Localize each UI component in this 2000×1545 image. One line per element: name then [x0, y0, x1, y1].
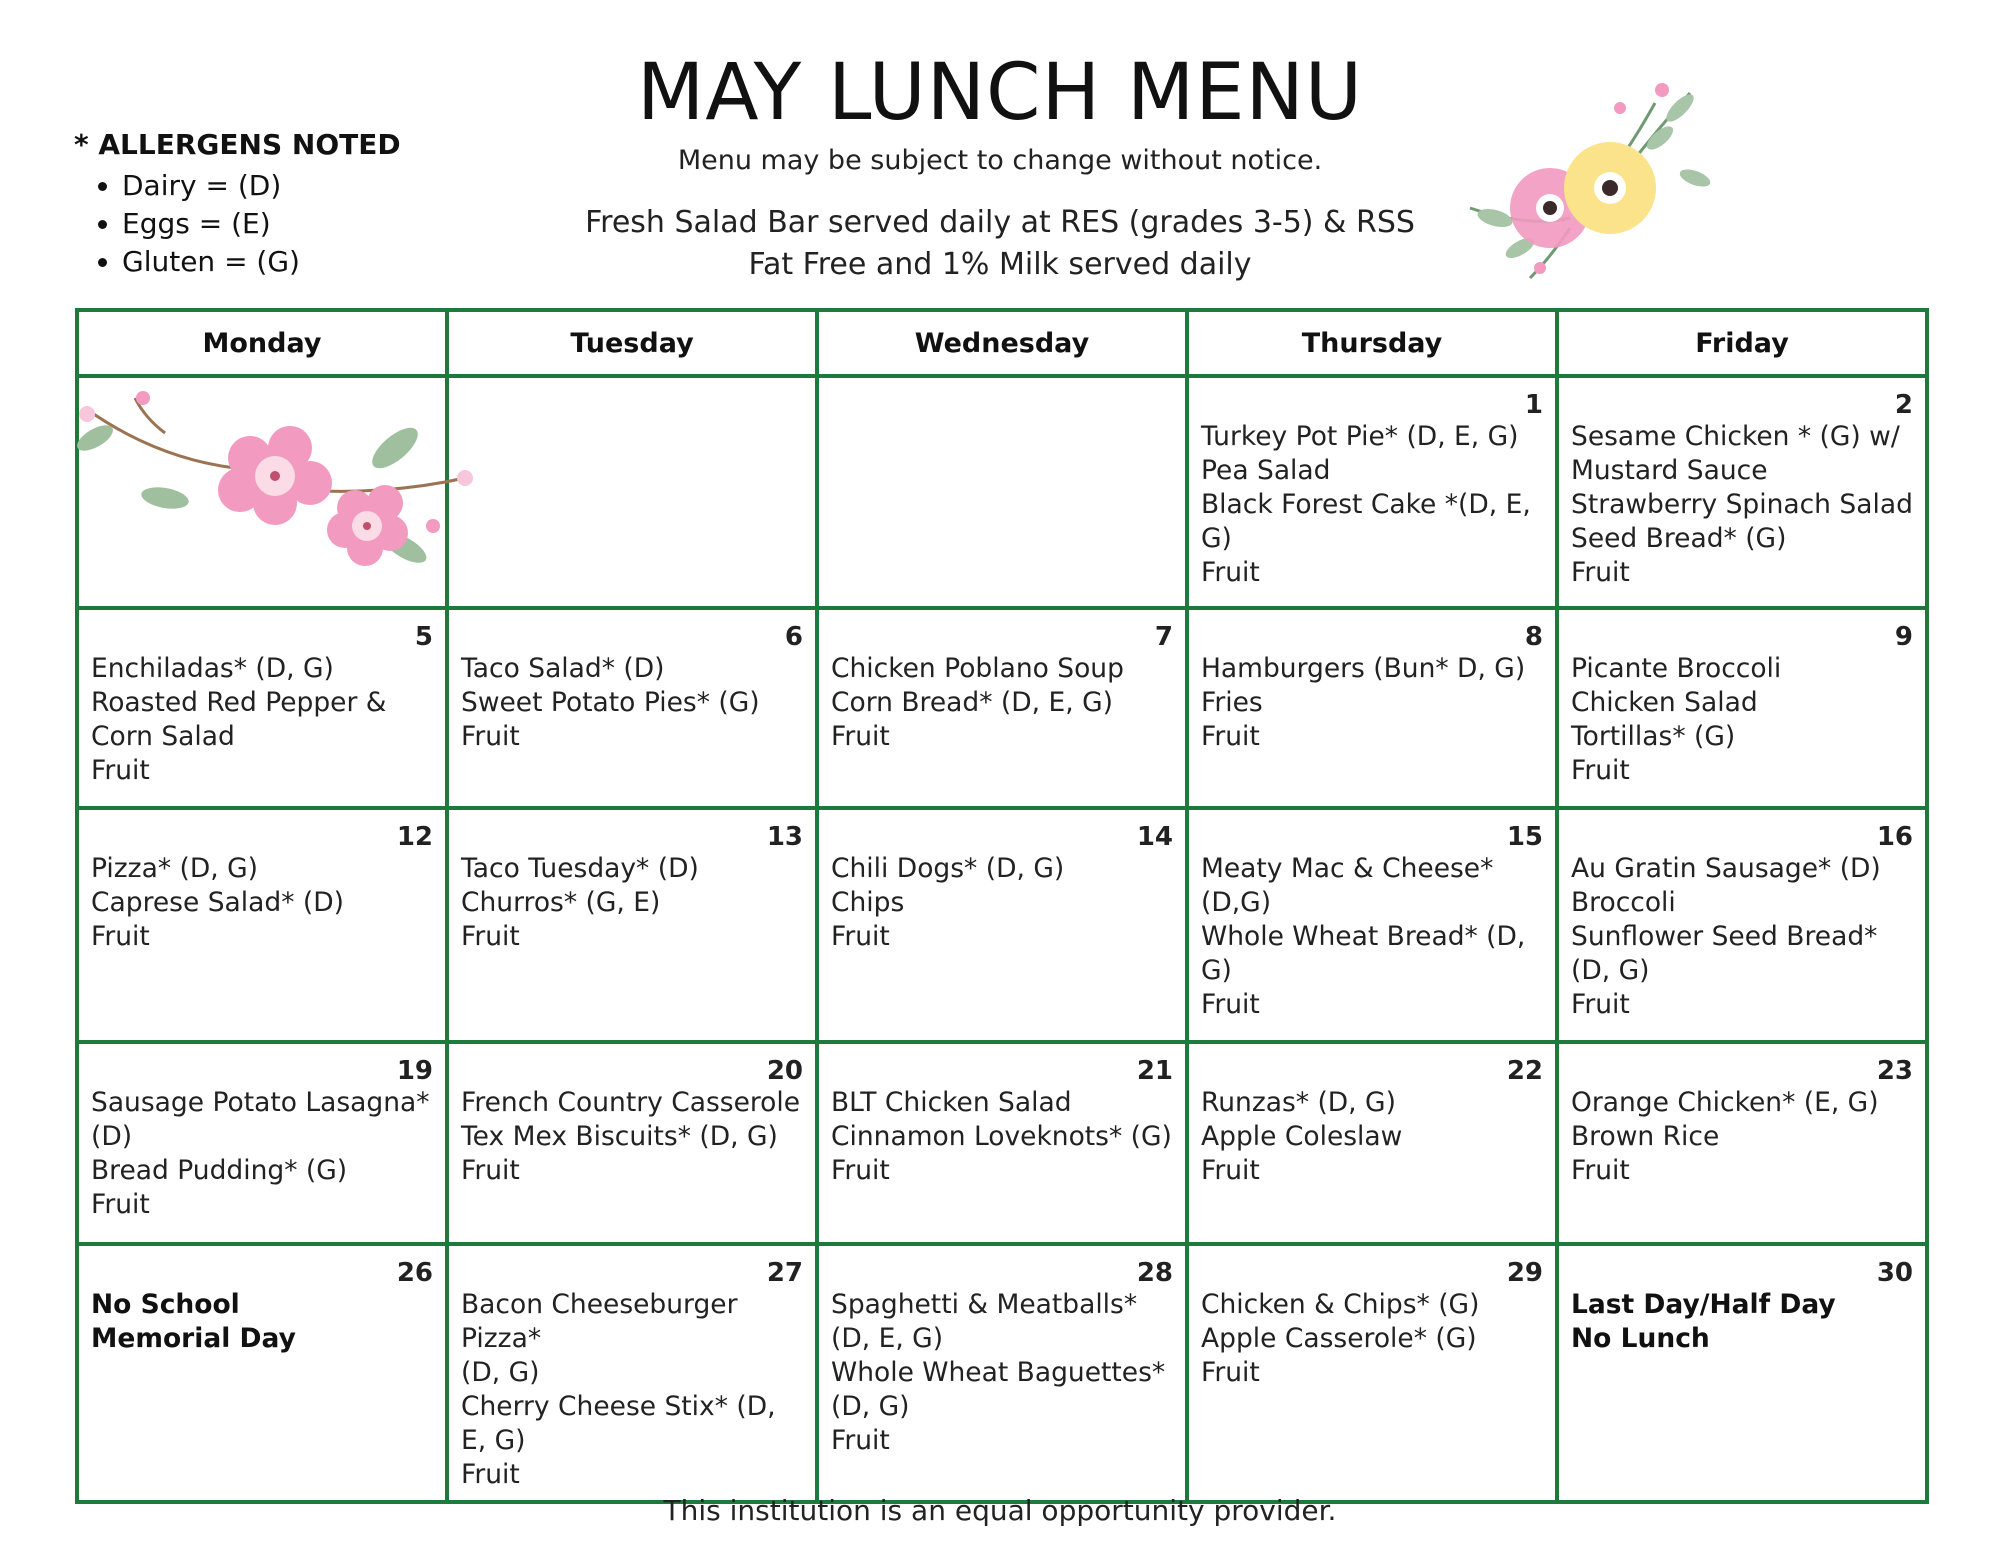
menu-item: Bread Pudding* (G) [91, 1155, 348, 1186]
menu-item: Fruit [91, 921, 150, 952]
day-cell [1187, 376, 1557, 608]
menu-item: Fruit [461, 921, 520, 952]
menu-item: Fruit [1201, 989, 1260, 1020]
menu-item: No Lunch [1571, 1323, 1710, 1354]
menu-item: Pea Salad [1201, 455, 1331, 486]
day-cell [817, 1244, 1187, 1502]
menu-item: Fruit [1571, 755, 1630, 786]
day-number: 12 [396, 822, 433, 852]
day-cell [1557, 1244, 1927, 1502]
menu-item: Sausage Potato Lasagna* [91, 1087, 430, 1118]
day-cell [1187, 608, 1557, 808]
menu-item: Chili Dogs* (D, G) [831, 853, 1065, 884]
menu-item: Strawberry Spinach Salad [1571, 489, 1913, 520]
cherry-blossom-icon [75, 378, 475, 578]
menu-item: Sesame Chicken * (G) w/ [1571, 421, 1900, 452]
allergen-list [74, 167, 401, 281]
menu-item: (D, G) [1571, 955, 1650, 986]
menu-item: Fruit [461, 1459, 520, 1490]
day-cell [1187, 808, 1557, 1042]
weekday-monday: Monday [77, 310, 447, 376]
day-number: 29 [1506, 1258, 1543, 1288]
menu-item: Chicken Poblano Soup [831, 653, 1124, 684]
menu-item: Fruit [1201, 557, 1260, 588]
menu-item: Fruit [831, 921, 890, 952]
day-number: 9 [1894, 622, 1913, 652]
menu-item: Black Forest Cake *(D, E, G) [1201, 489, 1531, 554]
allergen-heading: * ALLERGENS NOTED [74, 128, 401, 161]
day-number: 2 [1894, 390, 1913, 420]
allergen-item-gluten: • Gluten = (G) [122, 243, 401, 281]
day-cell [817, 608, 1187, 808]
week-row [77, 608, 1927, 808]
day-cell [1187, 1244, 1557, 1502]
menu-item: Memorial Day [91, 1323, 296, 1354]
menu-item: Tex Mex Biscuits* (D, G) [461, 1121, 778, 1152]
day-number: 19 [396, 1056, 433, 1086]
week-row [77, 1042, 1927, 1244]
menu-item: (D, G) [831, 1391, 910, 1422]
menu-item: Sunflower Seed Bread* [1571, 921, 1878, 952]
day-cell [77, 608, 447, 808]
menu-item: Hamburgers (Bun* D, G) [1201, 653, 1526, 684]
allergen-item-dairy: • Dairy = (D) [122, 167, 401, 205]
menu-item: Fruit [1201, 1357, 1260, 1388]
day-number [461, 390, 803, 420]
menu-item: Tortillas* (G) [1571, 721, 1736, 752]
day-cell [1187, 1042, 1557, 1244]
day-cell [1557, 376, 1927, 608]
weekday-thursday: Thursday [1187, 310, 1557, 376]
menu-item: Cherry Cheese Stix* (D, E, G) [461, 1391, 776, 1456]
day-number: 6 [784, 622, 803, 652]
day-cell [817, 808, 1187, 1042]
day-cell [447, 608, 817, 808]
menu-item: Orange Chicken* (E, G) [1571, 1087, 1879, 1118]
menu-item: Corn Bread* (D, E, G) [831, 687, 1113, 718]
menu-item: Fruit [91, 755, 150, 786]
footer-note: This institution is an equal opportunity provider. [663, 1494, 1337, 1527]
menu-item: Runzas* (D, G) [1201, 1087, 1396, 1118]
day-number: 28 [1136, 1258, 1173, 1288]
menu-item: Roasted Red Pepper & [91, 687, 387, 718]
menu-item: Fruit [461, 1155, 520, 1186]
week-row [77, 808, 1927, 1042]
menu-item: Fruit [1201, 1155, 1260, 1186]
menu-item: Pizza* (D, G) [91, 853, 258, 884]
menu-item: Chicken & Chips* (G) [1201, 1289, 1480, 1320]
day-cell [1557, 808, 1927, 1042]
day-number: 14 [1136, 822, 1173, 852]
menu-item: Fruit [831, 1155, 890, 1186]
menu-item: Fruit [831, 721, 890, 752]
day-number: 5 [414, 622, 433, 652]
menu-item: Whole Wheat Baguettes* [831, 1357, 1166, 1388]
menu-item: Fruit [1571, 1155, 1630, 1186]
milk-note: Fat Free and 1% Milk served daily [748, 247, 1252, 282]
menu-item: (D, G) [461, 1357, 540, 1388]
menu-item: Fruit [1571, 557, 1630, 588]
weekday-tuesday: Tuesday [447, 310, 817, 376]
menu-item: Enchiladas* (D, G) [91, 653, 334, 684]
menu-item: Chicken Salad [1571, 687, 1758, 718]
menu-item: Fruit [831, 1425, 890, 1456]
menu-item: Churros* (G, E) [461, 887, 661, 918]
menu-item: Bacon Cheeseburger Pizza* [461, 1289, 738, 1354]
day-cell [817, 1042, 1187, 1244]
menu-item: Broccoli [1571, 887, 1676, 918]
menu-item: Spaghetti & Meatballs* [831, 1289, 1138, 1320]
day-cell [447, 1244, 817, 1502]
menu-item: Au Gratin Sausage* (D) [1571, 853, 1881, 884]
weekday-friday: Friday [1557, 310, 1927, 376]
day-number: 22 [1506, 1056, 1543, 1086]
day-number: 23 [1876, 1056, 1913, 1086]
menu-item: Last Day/Half Day [1571, 1289, 1836, 1320]
day-cell [1557, 608, 1927, 808]
day-number: 7 [1154, 622, 1173, 652]
menu-item: Taco Tuesday* (D) [461, 853, 699, 884]
day-cell [77, 808, 447, 1042]
menu-item: Fruit [1571, 989, 1630, 1020]
day-number: 13 [766, 822, 803, 852]
menu-item: Seed Bread* (G) [1571, 523, 1787, 554]
menu-item: Fruit [461, 721, 520, 752]
menu-item: Meaty Mac & Cheese* (D,G) [1201, 853, 1494, 918]
allergen-legend [74, 128, 401, 281]
menu-item: No School [91, 1289, 240, 1320]
menu-item: BLT Chicken Salad [831, 1087, 1072, 1118]
day-number: 20 [766, 1056, 803, 1086]
day-number: 26 [396, 1258, 433, 1288]
menu-item: Apple Coleslaw [1201, 1121, 1403, 1152]
menu-item: (D) [91, 1121, 133, 1152]
day-number: 8 [1524, 622, 1543, 652]
menu-item: Fruit [91, 1189, 150, 1220]
menu-item: Fries [1201, 687, 1263, 718]
menu-item: (D, E, G) [831, 1323, 944, 1354]
menu-item: Picante Broccoli [1571, 653, 1782, 684]
day-cell [1557, 1042, 1927, 1244]
menu-item: Taco Salad* (D) [461, 653, 665, 684]
day-cell [447, 1042, 817, 1244]
menu-item: Chips [831, 887, 905, 918]
allergen-item-eggs: • Eggs = (E) [122, 205, 401, 243]
day-cell [77, 1042, 447, 1244]
menu-item: Mustard Sauce [1571, 455, 1768, 486]
weekday-wednesday: Wednesday [817, 310, 1187, 376]
menu-item: Turkey Pot Pie* (D, E, G) [1201, 421, 1519, 452]
day-cell [447, 808, 817, 1042]
flower-bouquet-icon [1450, 78, 1730, 288]
menu-item: Brown Rice [1571, 1121, 1720, 1152]
day-number: 1 [1524, 390, 1543, 420]
menu-item: Fruit [1201, 721, 1260, 752]
menu-item: Cinnamon Loveknots* (G) [831, 1121, 1172, 1152]
menu-item: French Country Casserole [461, 1087, 801, 1118]
day-number: 21 [1136, 1056, 1173, 1086]
day-number [831, 390, 1173, 420]
page-title: MAY LUNCH MENU [637, 48, 1363, 138]
menu-item: Corn Salad [91, 721, 235, 752]
week-row [77, 1244, 1927, 1502]
day-number: 30 [1876, 1258, 1913, 1288]
menu-item: Sweet Potato Pies* (G) [461, 687, 760, 718]
menu-item: Apple Casserole* (G) [1201, 1323, 1477, 1354]
menu-item: Whole Wheat Bread* (D, G) [1201, 921, 1526, 986]
day-cell [77, 1244, 447, 1502]
subtitle-notice: Menu may be subject to change without notice. [677, 145, 1323, 176]
menu-item: Caprese Salad* (D) [91, 887, 344, 918]
day-number: 15 [1506, 822, 1543, 852]
day-cell [817, 376, 1187, 608]
day-number: 27 [766, 1258, 803, 1288]
weekday-header-row [77, 310, 1927, 376]
day-number: 16 [1876, 822, 1913, 852]
salad-bar-note: Fresh Salad Bar served daily at RES (grades 3-5) & RSS [585, 205, 1415, 240]
day-cell [447, 376, 817, 608]
